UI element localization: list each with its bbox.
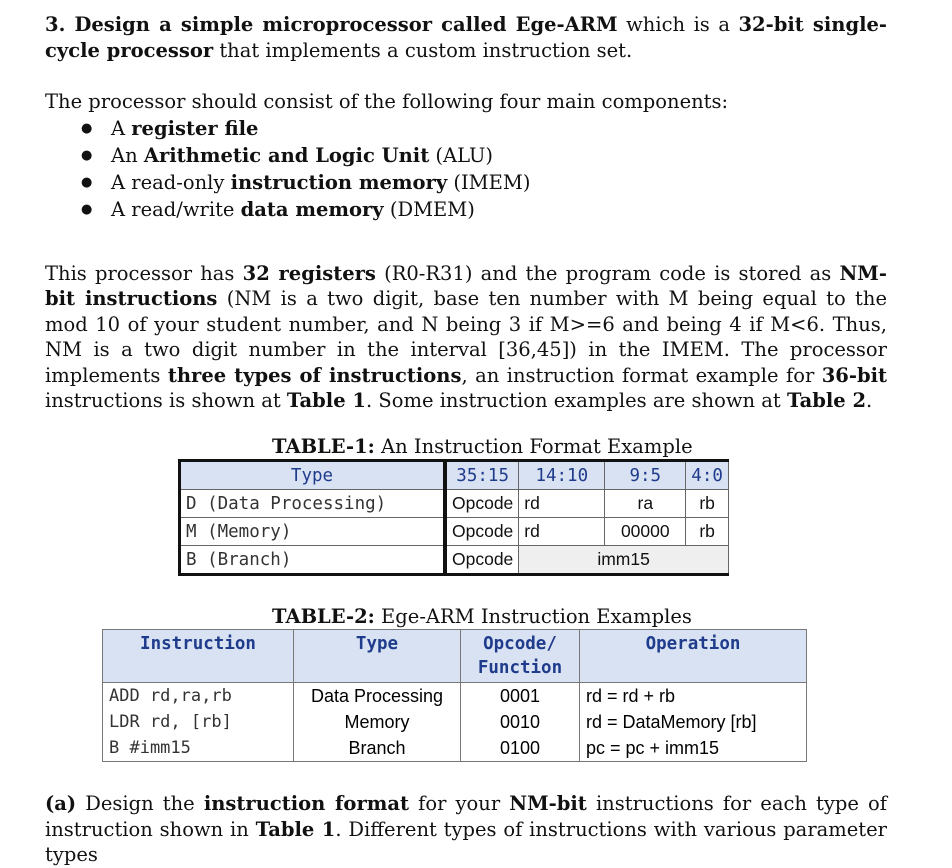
table1-caption: TABLE-1: An Instruction Format Example [272, 435, 693, 458]
table1-header-bits: 35:15 [445, 461, 519, 490]
components-lead: The processor should consist of the following four main components: [45, 90, 729, 113]
table2-header-type: Type [294, 630, 461, 683]
table2-header-instruction: Instruction [103, 630, 294, 683]
question-number: 3. Design a simple microprocessor called [45, 13, 516, 36]
component-item: ● A register file [81, 115, 887, 142]
document-body [45, 12, 887, 414]
component-item: ● A read/write data memory (DMEM) [81, 196, 887, 223]
table-row: B (Branch) Opcode imm15 [180, 546, 729, 575]
table-row: M (Memory) Opcode rd 00000 rb [180, 518, 729, 546]
instruction-examples-table [102, 629, 807, 762]
processor-description: This processor has 32 registers (R0-R31) and the program code is stored as NM-bit instructions (NM is a two digit, base ten number with M being equal to the mod 10 of your student number, and N being 3 if M>=6 and being 4 if M<6. Thus, NM is a two digit number in the interval [36,45]) in the IMEM. The processor implements three types of instructions, an instruction format example for 36-bit instructions is shown at Table 1. Some instruction examples are shown at Table 2. [45, 261, 887, 412]
table2-header-opcode: Opcode/ Function [461, 630, 580, 683]
table1-header-bits: 4:0 [686, 461, 729, 490]
instruction-format-table [178, 459, 729, 576]
part-a-text: (a) Design the instruction format for your NM-bit instructions for each type of instruction shown in Table 1. Different types of instructions with various parameter types [45, 792, 887, 866]
table-row: ADD rd,ra,rb Data Processing 0001 rd = rd + rb [103, 683, 807, 710]
table-row: D (Data Processing) Opcode rd ra rb [180, 490, 729, 518]
components-list [45, 115, 887, 223]
table1-header-bits: 9:5 [605, 461, 686, 490]
component-item: ● A read-only instruction memory (IMEM) [81, 169, 887, 196]
question-intro: 3. Design a simple microprocessor called Ege-ARM which is a 32-bit single-cycle processor that implements a custom instruction set. [45, 13, 887, 62]
component-item: ● An Arithmetic and Logic Unit (ALU) [81, 142, 887, 169]
table-row: B #imm15 Branch 0100 pc = pc + imm15 [103, 735, 807, 762]
table2-caption: TABLE-2: Ege-ARM Instruction Examples [272, 605, 692, 628]
table1-header-type: Type [180, 461, 446, 490]
table-row: LDR rd, [rb] Memory 0010 rd = DataMemory [rb] [103, 709, 807, 735]
table1-header-bits: 14:10 [519, 461, 605, 490]
table2-header-operation: Operation [580, 630, 807, 683]
